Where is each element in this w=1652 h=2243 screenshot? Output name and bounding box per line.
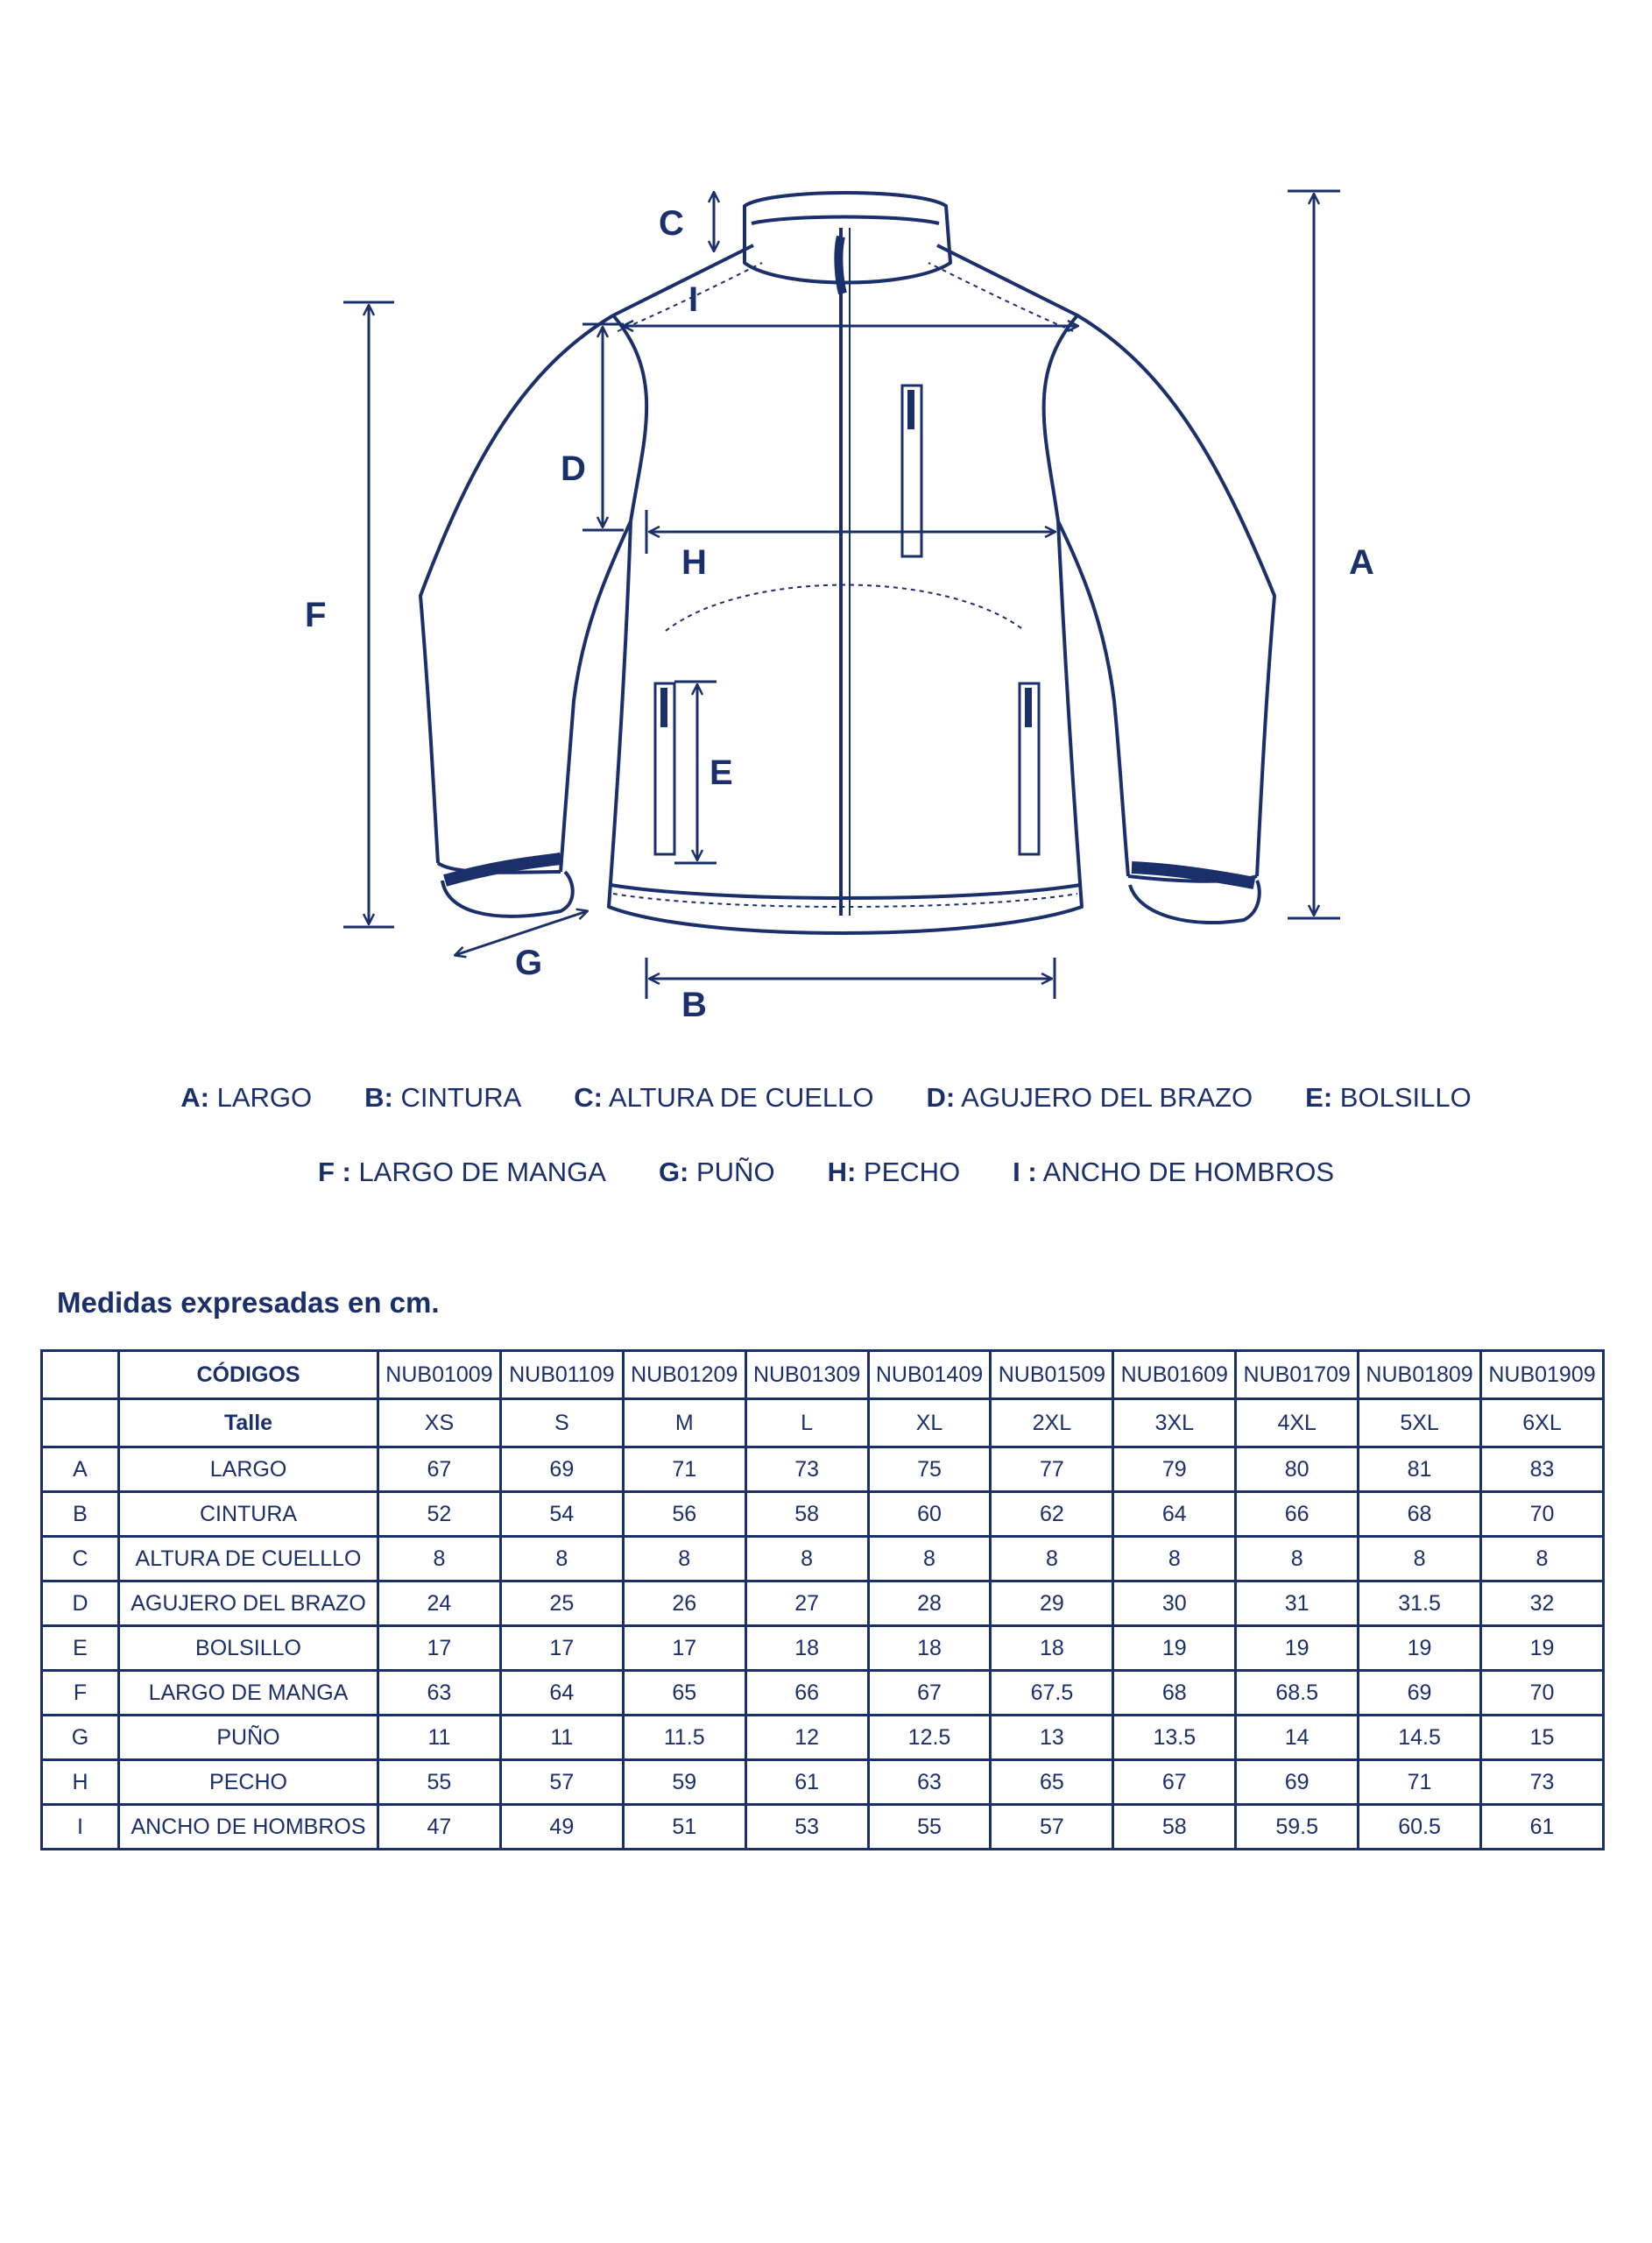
jacket-stitching <box>613 263 1077 907</box>
value-cell: 31.5 <box>1359 1581 1481 1626</box>
code-cell: NUB01609 <box>1113 1351 1236 1399</box>
value-cell: 66 <box>1236 1492 1359 1537</box>
value-cell: 13 <box>991 1716 1113 1760</box>
value-cell: 19 <box>1113 1626 1236 1671</box>
value-cell: 66 <box>745 1671 868 1716</box>
value-cell: 64 <box>1113 1492 1236 1537</box>
value-cell: 71 <box>1359 1760 1481 1805</box>
value-cell: 71 <box>623 1447 745 1492</box>
code-cell: NUB01409 <box>868 1351 991 1399</box>
value-cell: 80 <box>1236 1447 1359 1492</box>
value-cell: 13.5 <box>1113 1716 1236 1760</box>
value-cell: 62 <box>991 1492 1113 1537</box>
value-cell: 79 <box>1113 1447 1236 1492</box>
size-cell: XS <box>378 1399 501 1447</box>
size-header: Talle <box>119 1399 378 1447</box>
row-name: PECHO <box>119 1760 378 1805</box>
legend-row-2 <box>0 1157 1652 1188</box>
value-cell: 19 <box>1481 1626 1604 1671</box>
value-cell: 11 <box>500 1716 623 1760</box>
value-cell: 52 <box>378 1492 501 1537</box>
table-title: Medidas expresadas en cm. <box>57 1286 440 1319</box>
value-cell: 81 <box>1359 1447 1481 1492</box>
legend-item: E: BOLSILLO <box>1305 1082 1472 1113</box>
row-key: F <box>42 1671 119 1716</box>
row-name: ALTURA DE CUELLLO <box>119 1537 378 1581</box>
value-cell: 58 <box>745 1492 868 1537</box>
table-row <box>42 1581 1604 1626</box>
value-cell: 19 <box>1236 1626 1359 1671</box>
value-cell: 12.5 <box>868 1716 991 1760</box>
value-cell: 67 <box>868 1671 991 1716</box>
value-cell: 8 <box>1236 1537 1359 1581</box>
value-cell: 8 <box>1359 1537 1481 1581</box>
row-name: BOLSILLO <box>119 1626 378 1671</box>
value-cell: 8 <box>745 1537 868 1581</box>
value-cell: 69 <box>1359 1671 1481 1716</box>
value-cell: 53 <box>745 1805 868 1850</box>
row-name: ANCHO DE HOMBROS <box>119 1805 378 1850</box>
size-cell: XL <box>868 1399 991 1447</box>
value-cell: 28 <box>868 1581 991 1626</box>
size-cell: M <box>623 1399 745 1447</box>
value-cell: 59 <box>623 1760 745 1805</box>
value-cell: 17 <box>623 1626 745 1671</box>
table-row <box>42 1805 1604 1850</box>
value-cell: 69 <box>1236 1760 1359 1805</box>
value-cell: 11.5 <box>623 1716 745 1760</box>
row-key: G <box>42 1716 119 1760</box>
size-cell: 2XL <box>991 1399 1113 1447</box>
value-cell: 8 <box>623 1537 745 1581</box>
value-cell: 17 <box>378 1626 501 1671</box>
value-cell: 18 <box>745 1626 868 1671</box>
value-cell: 73 <box>1481 1760 1604 1805</box>
size-cell: S <box>500 1399 623 1447</box>
value-cell: 14 <box>1236 1716 1359 1760</box>
row-key: E <box>42 1626 119 1671</box>
row-name: LARGO DE MANGA <box>119 1671 378 1716</box>
value-cell: 67 <box>378 1447 501 1492</box>
value-cell: 8 <box>991 1537 1113 1581</box>
code-cell: NUB01709 <box>1236 1351 1359 1399</box>
value-cell: 73 <box>745 1447 868 1492</box>
table-row <box>42 1760 1604 1805</box>
table-row <box>42 1447 1604 1492</box>
table-row <box>42 1716 1604 1760</box>
value-cell: 83 <box>1481 1447 1604 1492</box>
codes-row <box>42 1351 1604 1399</box>
value-cell: 61 <box>1481 1805 1604 1850</box>
zipper <box>838 228 850 916</box>
size-cell: 4XL <box>1236 1399 1359 1447</box>
value-cell: 26 <box>623 1581 745 1626</box>
label-a: A <box>1349 543 1374 582</box>
size-table <box>40 1349 1605 1850</box>
value-cell: 27 <box>745 1581 868 1626</box>
code-cell: NUB01009 <box>378 1351 501 1399</box>
value-cell: 54 <box>500 1492 623 1537</box>
value-cell: 77 <box>991 1447 1113 1492</box>
row-name: AGUJERO DEL BRAZO <box>119 1581 378 1626</box>
value-cell: 19 <box>1359 1626 1481 1671</box>
value-cell: 8 <box>1113 1537 1236 1581</box>
code-cell: NUB01309 <box>745 1351 868 1399</box>
row-key: D <box>42 1581 119 1626</box>
value-cell: 68 <box>1359 1492 1481 1537</box>
value-cell: 67 <box>1113 1760 1236 1805</box>
value-cell: 63 <box>868 1760 991 1805</box>
value-cell: 30 <box>1113 1581 1236 1626</box>
table-row <box>42 1671 1604 1716</box>
jacket-outline <box>420 193 1274 933</box>
legend-item: H: PECHO <box>827 1157 961 1187</box>
value-cell: 47 <box>378 1805 501 1850</box>
value-cell: 56 <box>623 1492 745 1537</box>
legend-item: A: LARGO <box>180 1082 313 1113</box>
value-cell: 69 <box>500 1447 623 1492</box>
row-name: PUÑO <box>119 1716 378 1760</box>
value-cell: 57 <box>991 1805 1113 1850</box>
empty-cell <box>42 1399 119 1447</box>
code-cell: NUB01109 <box>500 1351 623 1399</box>
legend-item: C: ALTURA DE CUELLO <box>574 1082 874 1113</box>
label-h: H <box>681 543 707 582</box>
value-cell: 18 <box>991 1626 1113 1671</box>
value-cell: 70 <box>1481 1492 1604 1537</box>
size-cell: 3XL <box>1113 1399 1236 1447</box>
size-row <box>42 1399 1604 1447</box>
row-key: I <box>42 1805 119 1850</box>
value-cell: 65 <box>991 1760 1113 1805</box>
value-cell: 29 <box>991 1581 1113 1626</box>
value-cell: 8 <box>868 1537 991 1581</box>
label-g: G <box>515 944 543 982</box>
legend-item: F : LARGO DE MANGA <box>317 1157 606 1187</box>
value-cell: 59.5 <box>1236 1805 1359 1850</box>
value-cell: 15 <box>1481 1716 1604 1760</box>
table-row <box>42 1537 1604 1581</box>
value-cell: 12 <box>745 1716 868 1760</box>
codes-header: CÓDIGOS <box>119 1351 378 1399</box>
row-key: A <box>42 1447 119 1492</box>
value-cell: 70 <box>1481 1671 1604 1716</box>
value-cell: 68 <box>1113 1671 1236 1716</box>
code-cell: NUB01909 <box>1481 1351 1604 1399</box>
value-cell: 60.5 <box>1359 1805 1481 1850</box>
legend-item: G: PUÑO <box>658 1157 775 1187</box>
table-row <box>42 1626 1604 1671</box>
label-f: F <box>305 596 327 634</box>
empty-cell <box>42 1351 119 1399</box>
value-cell: 57 <box>500 1760 623 1805</box>
value-cell: 8 <box>378 1537 501 1581</box>
value-cell: 75 <box>868 1447 991 1492</box>
value-cell: 18 <box>868 1626 991 1671</box>
label-i: I <box>688 280 699 319</box>
code-cell: NUB01209 <box>623 1351 745 1399</box>
value-cell: 25 <box>500 1581 623 1626</box>
size-cell: 5XL <box>1359 1399 1481 1447</box>
label-e: E <box>710 754 733 792</box>
row-name: CINTURA <box>119 1492 378 1537</box>
row-key: H <box>42 1760 119 1805</box>
value-cell: 60 <box>868 1492 991 1537</box>
code-cell: NUB01509 <box>991 1351 1113 1399</box>
value-cell: 63 <box>378 1671 501 1716</box>
value-cell: 55 <box>378 1760 501 1805</box>
legend-row-1 <box>0 1082 1652 1114</box>
value-cell: 68.5 <box>1236 1671 1359 1716</box>
value-cell: 8 <box>1481 1537 1604 1581</box>
label-c: C <box>659 204 684 243</box>
label-b: B <box>681 986 707 1024</box>
value-cell: 31 <box>1236 1581 1359 1626</box>
value-cell: 14.5 <box>1359 1716 1481 1760</box>
value-cell: 49 <box>500 1805 623 1850</box>
size-cell: 6XL <box>1481 1399 1604 1447</box>
table-row <box>42 1492 1604 1537</box>
value-cell: 17 <box>500 1626 623 1671</box>
value-cell: 64 <box>500 1671 623 1716</box>
value-cell: 61 <box>745 1760 868 1805</box>
value-cell: 51 <box>623 1805 745 1850</box>
size-cell: L <box>745 1399 868 1447</box>
jacket-diagram <box>0 0 1652 1051</box>
value-cell: 65 <box>623 1671 745 1716</box>
value-cell: 11 <box>378 1716 501 1760</box>
row-key: B <box>42 1492 119 1537</box>
value-cell: 32 <box>1481 1581 1604 1626</box>
left-cuff <box>445 859 561 881</box>
value-cell: 67.5 <box>991 1671 1113 1716</box>
label-d: D <box>561 449 586 488</box>
row-key: C <box>42 1537 119 1581</box>
value-cell: 8 <box>500 1537 623 1581</box>
code-cell: NUB01809 <box>1359 1351 1481 1399</box>
legend-item: B: CINTURA <box>364 1082 522 1113</box>
legend-item: D: AGUJERO DEL BRAZO <box>926 1082 1253 1113</box>
value-cell: 55 <box>868 1805 991 1850</box>
legend-item: I : ANCHO DE HOMBROS <box>1013 1157 1335 1187</box>
row-name: LARGO <box>119 1447 378 1492</box>
value-cell: 24 <box>378 1581 501 1626</box>
value-cell: 58 <box>1113 1805 1236 1850</box>
